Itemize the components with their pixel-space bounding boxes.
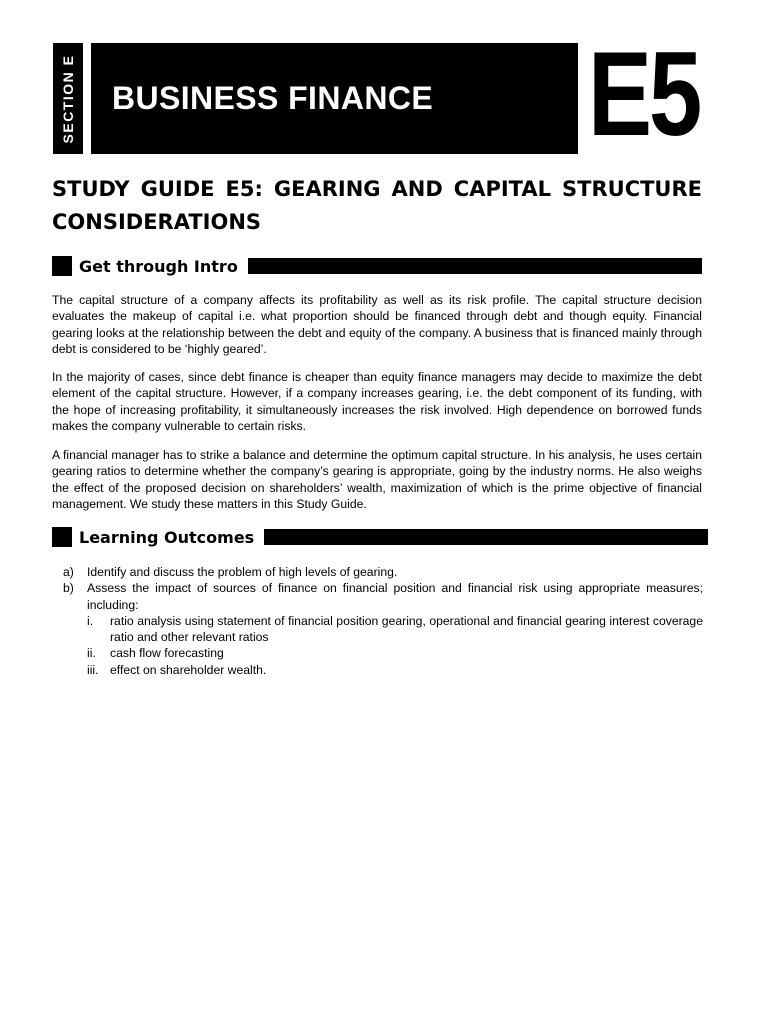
list-marker: a) [63,565,74,579]
section-label: SECTION E [60,54,76,143]
heading-rule [264,529,708,545]
list-marker: i. [87,613,94,628]
section-tab [53,43,83,154]
page-title: STUDY GUIDE E5: GEARING AND CAPITAL STRUCTURE CONSIDERATIONS [52,177,702,234]
list-item [63,564,703,580]
intro-paragraph-1: The capital structure of a company affects its profitability as well as its risk profile. The capital structure decision evaluates the makeup of capital i.e. what proportion should be financed through debt and though equity. Financial gearing looks at the relationship between the debt and equity of the company. A business that is financed mainly through debt is considered to be ‘highly geared’. [52,293,702,356]
list-item-text: cash flow forecasting [110,646,224,661]
sub-list-item [87,645,703,661]
intro-heading [52,256,702,276]
list-marker: iii. [87,662,99,677]
list-item-text: Assess the impact of sources of finance on financial position and financial risk using appropriate measures; including: [87,581,703,612]
guide-code: E5 [588,27,700,161]
sub-list-item [87,662,703,678]
heading-square-marker [52,256,72,276]
list-item-text: Identify and discuss the problem of high levels of gearing. [87,565,398,579]
list-item-text: effect on shareholder wealth. [110,662,267,677]
list-marker: b) [63,581,74,596]
intro-heading-label: Get through Intro [79,256,238,276]
intro-paragraph-3: A financial manager has to strike a balance and determine the optimum capital structure. In his analysis, he uses certain gearing ratios to determine whether the company’s gearing is appropriate, going by the industry norms. He also weighs the effect of the proposed decision on shareholders’ wealth, maximization of which is the prime objective of financial management. We study these matters in this Study Guide. [52,448,702,511]
heading-rule [248,258,702,274]
list-item [63,580,703,613]
heading-square-marker [52,527,72,547]
intro-paragraph-2: In the majority of cases, since debt finance is cheaper than equity finance managers may decide to maximize the debt element of the capital structure. However, if a company increases gearing, i.e. the debt component of its funding, with the hope of increasing profitability, it simultaneously increases the risk involved. High dependence on borrowed funds makes the company vulnerable to certain risks. [52,370,702,433]
outcomes-heading-label: Learning Outcomes [79,527,255,547]
sub-list [87,613,703,678]
subject-banner [91,43,578,154]
learning-outcomes-list [63,564,703,678]
sub-list-item [87,613,703,646]
list-item-text: ratio analysis using statement of financial position gearing, operational and financial gearing interest coverage ratio and other relevant ratios [110,613,703,645]
subject-title: BUSINESS FINANCE [112,80,434,116]
list-marker: ii. [87,646,96,661]
outcomes-heading [52,527,708,547]
